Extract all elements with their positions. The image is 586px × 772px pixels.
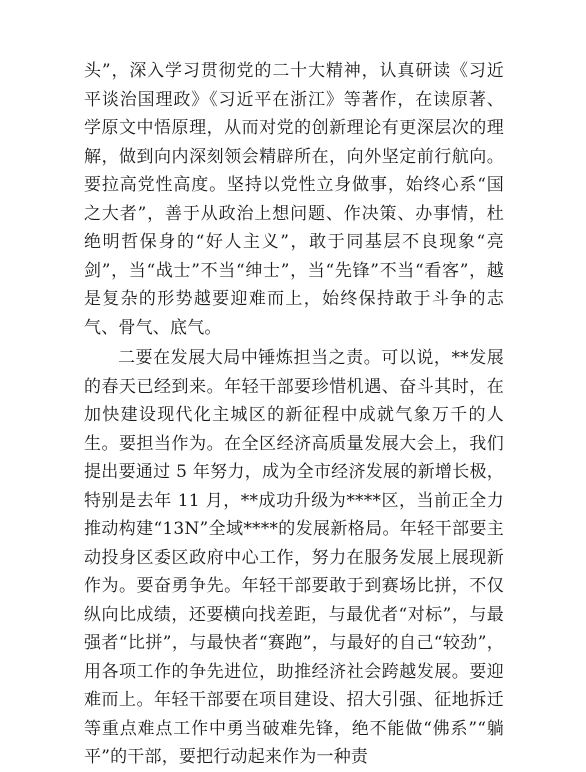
paragraph-continuation: 头”，深入学习贯彻党的二十大精神，认真研读《习近平谈治国理政》《习近平在浙江》等著作，在读原著、学原文中悟原理，从而对党的创新理论有更深层次的理解，做到向内深刻领会精辟所在，向外坚定前行航向。要拉高党性高度。坚持以党性立身做事，始终心系“国之大者”，善于从政治上想问题、作决策、办事情，杜绝明哲保身的“好人主义”，敢于同基层不良现象“亮剑”，当“战士”不当“绅士”，当“先锋”不当“看客”，越是复杂的形势越要迎难而上，始终保持敢于斗争的志气、骨气、底气。 [84, 61, 504, 338]
document-body [84, 57, 504, 772]
paragraph-section-two: 二要在发展大局中锤炼担当之责。可以说，**发展的春天已经到来。年轻干部要珍惜机遇、奋斗其时，在加快建设现代化主城区的新征程中成就气象万千的人生。要担当作为。在全区经济高质量发展大会上，我们提出要通过 5 年努力，成为全市经济发展的新增长极，特别是去年 11 月，**成功升级为****区，当前正全力推动构建“13N”全域****的发展新格局。年轻干部要主动投身区委区政府中心工作，努力在服务发展上展现新作为。要奋勇争先。年轻干部要敢于到赛场比拼，不仅纵向比成绩，还要横向找差距，与最优者“对标”，与最强者“比拼”，与最快者“赛跑”，与最好的自己“较劲”，用各项工作的争先进位，助推经济社会跨越发展。要迎难而上。年轻干部要在项目建设、招大引强、征地拆迁等重点难点工作中勇当破难先锋，绝不能做“佛系”“躺平”的干部，要把行动起来作为一种责 [84, 348, 504, 767]
